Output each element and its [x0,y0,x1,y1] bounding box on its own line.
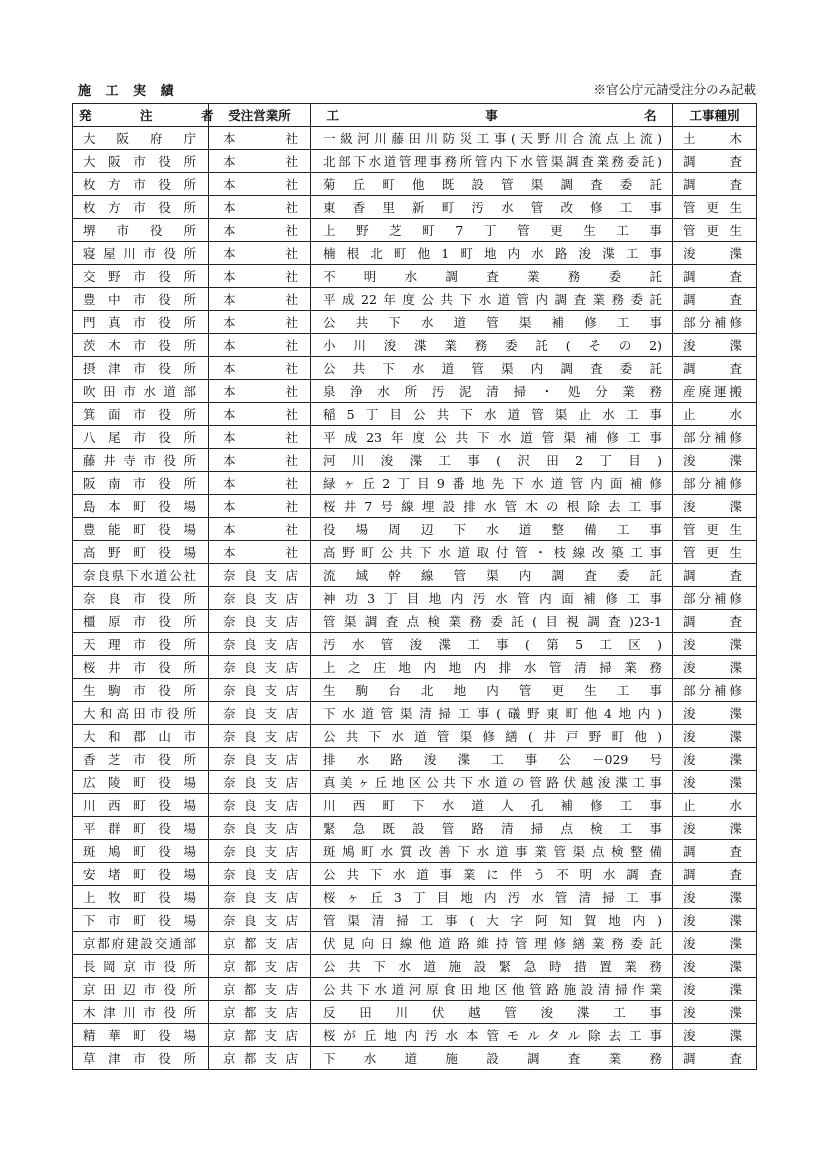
client-cell: 精華町役場 [73,1024,209,1047]
client-cell: 川西町役場 [73,794,209,817]
table-row [73,334,757,357]
work-name-cell: 汚水管浚渫工事(第5工区) [311,633,673,656]
table-row [73,472,757,495]
table-row [73,403,757,426]
work-type-cell: 調査 [673,265,757,288]
work-type-cell: 浚渫 [673,1001,757,1024]
table-row [73,978,757,1001]
client-cell: 茨木市役所 [73,334,209,357]
client-cell: 京田辺市役所 [73,978,209,1001]
client-cell: 箕面市役所 [73,403,209,426]
work-type-cell: 調査 [673,863,757,886]
work-type-cell: 浚渫 [673,242,757,265]
office-cell: 奈良支店 [209,840,311,863]
table-row [73,127,757,150]
work-name-cell: 泉浄水所汚泥清掃・処分業務 [311,380,673,403]
table-row [73,932,757,955]
work-name-cell: 真美ヶ丘地区公共下水道の管路伏越浚渫工事 [311,771,673,794]
office-cell: 本社 [209,541,311,564]
table-row [73,380,757,403]
work-type-cell: 浚渫 [673,633,757,656]
table-row [73,196,757,219]
work-type-cell: 管更生 [673,196,757,219]
work-name-cell: 神功3丁目地内汚水管内面補修工事 [311,587,673,610]
client-cell: 京都府建設交通部 [73,932,209,955]
client-cell: 大和高田市役所 [73,702,209,725]
work-name-cell: 北部下水道管理事務所管内下水管渠調査業務委託) [311,150,673,173]
work-type-cell: 浚渫 [673,725,757,748]
client-cell: 平群町役場 [73,817,209,840]
scope-note: ※官公庁元請受注分のみ記載 [593,82,756,97]
client-cell: 奈良市役所 [73,587,209,610]
work-type-cell: 止水 [673,403,757,426]
office-cell: 本社 [209,472,311,495]
office-cell: 奈良支店 [209,748,311,771]
client-cell: 安堵町役場 [73,863,209,886]
work-name-cell: 排水路浚渫工事公－029号 [311,748,673,771]
client-cell: 広陵町役場 [73,771,209,794]
work-type-cell: 浚渫 [673,702,757,725]
table-row [73,242,757,265]
work-name-cell: 生駒台北地内管更生工事 [311,679,673,702]
office-cell: 本社 [209,449,311,472]
work-name-cell: 公共下水道河原食田地区他管路施設清掃作業 [311,978,673,1001]
work-name-cell: 緑ヶ丘2丁目9番地先下水道管内面補修 [311,472,673,495]
client-cell: 枚方市役所 [73,196,209,219]
work-type-cell: 浚渫 [673,909,757,932]
office-cell: 本社 [209,288,311,311]
work-name-cell: 流域幹線管渠内調査委託 [311,564,673,587]
work-name-cell: 桜が丘地内汚水本管モルタル除去工事 [311,1024,673,1047]
office-cell: 奈良支店 [209,794,311,817]
office-cell: 奈良支店 [209,771,311,794]
work-name-cell: 公共下水道管渠補修工事 [311,311,673,334]
table-row [73,863,757,886]
office-cell: 奈良支店 [209,679,311,702]
client-cell: 奈良県下水道公社 [73,564,209,587]
work-type-cell: 部分補修 [673,426,757,449]
work-name-cell: 公共下水道施設緊急時措置業務 [311,955,673,978]
table-row [73,679,757,702]
table-row [73,587,757,610]
client-cell: 上牧町役場 [73,886,209,909]
office-cell: 奈良支店 [209,564,311,587]
table-row [73,1001,757,1024]
work-name-cell: 下水道管渠清掃工事(礒野東町他4地内) [311,702,673,725]
table-row [73,541,757,564]
office-cell: 奈良支店 [209,633,311,656]
office-cell: 奈良支店 [209,702,311,725]
office-cell: 奈良支店 [209,656,311,679]
table-row [73,426,757,449]
work-name-cell: 上之庄地内地内排水管清掃業務 [311,656,673,679]
work-name-cell: 管渠調査点検業務委託(目視調査)23-1 [311,610,673,633]
table-row [73,357,757,380]
client-cell: 草津市役所 [73,1047,209,1070]
client-cell: 阪南市役所 [73,472,209,495]
work-type-cell: 浚渫 [673,978,757,1001]
office-cell: 本社 [209,150,311,173]
table-row [73,495,757,518]
table-row [73,955,757,978]
column-header-work [311,104,673,127]
office-cell: 京都支店 [209,1047,311,1070]
work-type-cell: 浚渫 [673,955,757,978]
office-cell: 本社 [209,242,311,265]
table-row [73,633,757,656]
work-name-cell: 高野町公共下水道取付管・枝線改築工事 [311,541,673,564]
work-name-cell: 公共下水道管渠修繕(井戸野町他) [311,725,673,748]
column-header-type: 工事種別 [673,104,757,127]
office-cell: 本社 [209,219,311,242]
work-name-cell: 不明水調査業務委託 [311,265,673,288]
work-name-cell: 一級河川藤田川防災工事(天野川合流点上流) [311,127,673,150]
client-cell: 長岡京市役所 [73,955,209,978]
office-cell: 奈良支店 [209,817,311,840]
table-row [73,817,757,840]
header-row [73,104,757,127]
client-cell: 寝屋川市役所 [73,242,209,265]
office-cell: 本社 [209,357,311,380]
table-row [73,748,757,771]
results-table [72,103,757,1070]
table-row [73,886,757,909]
work-name-cell: 伏見向日線他道路維持管理修繕業務委託 [311,932,673,955]
work-type-cell: 管更生 [673,219,757,242]
work-name-cell: 楠根北町他1町地内水路浚渫工事 [311,242,673,265]
work-name-cell: 桜井7号線埋設排水管木の根除去工事 [311,495,673,518]
client-cell: 堺市役所 [73,219,209,242]
work-type-cell: 浚渫 [673,495,757,518]
table-row [73,656,757,679]
work-type-cell: 調査 [673,150,757,173]
work-type-cell: 部分補修 [673,472,757,495]
work-type-cell: 浚渫 [673,656,757,679]
table-row [73,288,757,311]
work-name-cell: 平成22年度公共下水道管内調査業務委託 [311,288,673,311]
office-cell: 本社 [209,334,311,357]
client-cell: 生駒市役所 [73,679,209,702]
work-type-cell: 止水 [673,794,757,817]
client-cell: 藤井寺市役所 [73,449,209,472]
table-row [73,173,757,196]
work-name-cell: 公共下水道管渠内調査委託 [311,357,673,380]
work-name-cell: 東香里新町汚水管改修工事 [311,196,673,219]
work-type-cell: 調査 [673,1047,757,1070]
work-type-cell: 管更生 [673,518,757,541]
client-cell: 大和郡山市 [73,725,209,748]
work-type-cell: 部分補修 [673,311,757,334]
work-name-cell: 公共下水道事業に伴う不明水調査 [311,863,673,886]
client-cell: 斑鳩町役場 [73,840,209,863]
client-cell: 八尾市役所 [73,426,209,449]
work-name-cell: 斑鳩町水質改善下水道事業管渠点検整備 [311,840,673,863]
page-title: 施 工 実 績 [78,84,179,99]
work-name-cell: 川西町下水道人孔補修工事 [311,794,673,817]
table-row [73,1047,757,1070]
column-header-office: 受注営業所 [209,104,311,127]
work-type-cell: 部分補修 [673,679,757,702]
client-cell: 天理市役所 [73,633,209,656]
office-cell: 本社 [209,196,311,219]
work-name-cell: 河川浚渫工事(沢田2丁目) [311,449,673,472]
office-cell: 本社 [209,403,311,426]
work-type-cell: 調査 [673,840,757,863]
work-name-cell: 緊急既設管路清掃点検工事 [311,817,673,840]
table-row [73,265,757,288]
table-row [73,909,757,932]
table-header [73,104,757,127]
work-type-cell: 管更生 [673,541,757,564]
work-name-cell: 桜ヶ丘3丁目地内汚水管清掃工事 [311,886,673,909]
table-row [73,150,757,173]
table-row [73,840,757,863]
table-row [73,219,757,242]
office-cell: 本社 [209,265,311,288]
client-cell: 門真市役所 [73,311,209,334]
client-cell: 下市町役場 [73,909,209,932]
office-cell: 本社 [209,127,311,150]
client-cell: 豊中市役所 [73,288,209,311]
office-cell: 奈良支店 [209,587,311,610]
work-type-cell: 調査 [673,173,757,196]
office-cell: 京都支店 [209,1024,311,1047]
office-cell: 京都支店 [209,932,311,955]
client-cell: 大阪市役所 [73,150,209,173]
work-type-cell: 調査 [673,610,757,633]
office-cell: 本社 [209,518,311,541]
office-cell: 本社 [209,380,311,403]
client-cell: 桜井市役所 [73,656,209,679]
table-row [73,702,757,725]
client-cell: 摂津市役所 [73,357,209,380]
work-type-cell: 調査 [673,564,757,587]
work-name-cell: 菊丘町他既設管渠調査委託 [311,173,673,196]
work-name-cell: 小川浚渫業務委託(その2) [311,334,673,357]
work-type-cell: 浚渫 [673,748,757,771]
work-type-cell: 浚渫 [673,1024,757,1047]
work-type-cell: 浚渫 [673,449,757,472]
table-row [73,794,757,817]
office-cell: 本社 [209,311,311,334]
work-name-cell: 役場周辺下水道整備工事 [311,518,673,541]
work-name-cell: 稲5丁目公共下水道管渠止水工事 [311,403,673,426]
table-row [73,311,757,334]
work-type-cell: 浚渫 [673,886,757,909]
work-type-cell: 調査 [673,288,757,311]
office-cell: 奈良支店 [209,725,311,748]
office-cell: 奈良支店 [209,886,311,909]
office-cell: 京都支店 [209,978,311,1001]
client-cell: 大阪府庁 [73,127,209,150]
table-row [73,518,757,541]
client-cell: 交野市役所 [73,265,209,288]
column-header-client: 発 注 者 [73,104,209,127]
office-cell: 本社 [209,426,311,449]
office-cell: 京都支店 [209,1001,311,1024]
column-header-work-label: 工 事 名 [326,107,657,123]
client-cell: 橿原市役所 [73,610,209,633]
table-body [73,127,757,1070]
client-cell: 香芝市役所 [73,748,209,771]
table-row [73,610,757,633]
work-name-cell: 反田川伏越管浚渫工事 [311,1001,673,1024]
office-cell: 奈良支店 [209,610,311,633]
work-type-cell: 産廃運搬 [673,380,757,403]
office-cell: 京都支店 [209,955,311,978]
work-type-cell: 浚渫 [673,817,757,840]
client-cell: 木津川市役所 [73,1001,209,1024]
work-type-cell: 浚渫 [673,334,757,357]
office-cell: 奈良支店 [209,863,311,886]
client-cell: 枚方市役所 [73,173,209,196]
table-row [73,1024,757,1047]
client-cell: 吹田市水道部 [73,380,209,403]
client-cell: 高野町役場 [73,541,209,564]
work-type-cell: 部分補修 [673,587,757,610]
work-type-cell: 浚渫 [673,932,757,955]
table-row [73,725,757,748]
work-type-cell: 調査 [673,357,757,380]
office-cell: 本社 [209,173,311,196]
heading-row [72,80,756,100]
office-cell: 本社 [209,495,311,518]
table-row [73,771,757,794]
work-name-cell: 上野芝町7丁管更生工事 [311,219,673,242]
work-name-cell: 下水道施設調査業務 [311,1047,673,1070]
client-cell: 島本町役場 [73,495,209,518]
client-cell: 豊能町役場 [73,518,209,541]
table-row [73,564,757,587]
work-name-cell: 平成23年度公共下水道管渠補修工事 [311,426,673,449]
work-type-cell: 浚渫 [673,771,757,794]
work-name-cell: 管渠清掃工事(大字阿知賀地内) [311,909,673,932]
table-row [73,449,757,472]
office-cell: 奈良支店 [209,909,311,932]
work-type-cell: 土木 [673,127,757,150]
